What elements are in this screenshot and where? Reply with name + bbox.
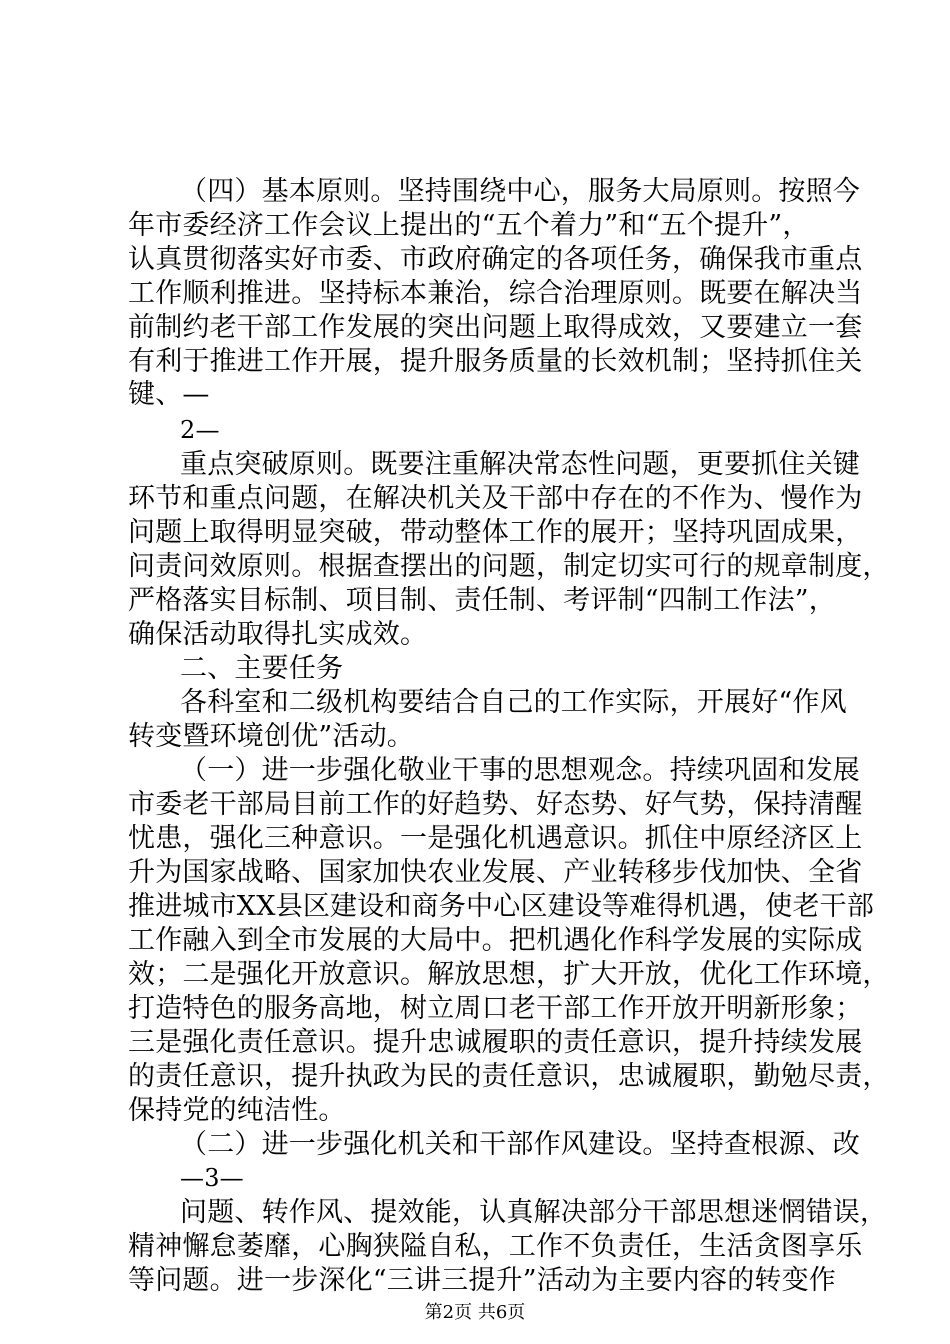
paragraph-line: 工作顺利推进。坚持标本兼治，综合治理原则。既要在解决当 xyxy=(128,278,863,309)
paragraph-line: 有利于推进工作开展，提升服务质量的长效机制；坚持抓住关 xyxy=(128,346,863,377)
paragraph-line: 保持党的纯洁性。 xyxy=(128,1095,346,1126)
paragraph-line: 等问题。进一步深化“三讲三提升”活动为主要内容的转变作 xyxy=(128,1265,837,1296)
paragraph-line: 问责问效原则。根据查摆出的问题，制定切实可行的规章制度， xyxy=(128,551,890,582)
paragraph-line: 打造特色的服务高地，树立周口老干部工作开放开明新形象； xyxy=(128,993,863,1024)
paragraph-line: 重点突破原则。既要注重解决常态性问题，更要抓住关键 xyxy=(180,449,860,480)
paragraph-line: 升为国家战略、国家加快农业发展、产业转移步伐加快、全省 xyxy=(128,857,863,888)
paragraph-line: 认真贯彻落实好市委、市政府确定的各项任务，确保我市重点 xyxy=(128,244,863,275)
paragraph-line: （二）进一步强化机关和干部作风建设。坚持查根源、改 xyxy=(180,1129,860,1160)
paragraph-line: 严格落实目标制、项目制、责任制、考评制“四制工作法”， xyxy=(128,585,837,616)
paragraph-line: （四）基本原则。坚持围绕中心，服务大局原则。按照今 xyxy=(180,176,860,207)
paragraph-line: 转变暨环境创优”活动。 xyxy=(128,721,415,752)
paragraph-line: 问题上取得明显突破，带动整体工作的展开；坚持巩固成果， xyxy=(128,517,863,548)
paragraph-line: 三是强化责任意识。提升忠诚履职的责任意识，提升持续发展 xyxy=(128,1027,863,1058)
page-number-marker: —3— xyxy=(180,1164,244,1192)
paragraph-line: 效；二是强化开放意识。解放思想，扩大开放，优化工作环境， xyxy=(128,959,890,990)
page-number-marker: 2— xyxy=(180,416,220,444)
paragraph-line: 推进城市XX县区建设和商务中心区建设等难得机遇，使老干部 xyxy=(128,891,875,922)
paragraph-line: 确保活动取得扎实成效。 xyxy=(128,619,428,650)
paragraph-line: 忧患，强化三种意识。一是强化机遇意识。抓住中原经济区上 xyxy=(128,823,863,854)
paragraph-line: 年市委经济工作会议上提出的“五个着力”和“五个提升”， xyxy=(128,210,810,241)
paragraph-line: 工作融入到全市发展的大局中。把机遇化作科学发展的实际成 xyxy=(128,925,863,956)
page-footer: 第2页 共6页 xyxy=(424,1302,526,1323)
paragraph-line: （一）进一步强化敬业干事的思想观念。持续巩固和发展 xyxy=(180,755,860,786)
section-heading: 二、主要任务 xyxy=(180,653,344,684)
paragraph-line: 前制约老干部工作发展的突出问题上取得成效，又要建立一套 xyxy=(128,312,863,343)
paragraph-line: 键、— xyxy=(128,379,210,410)
paragraph-line: 环节和重点问题，在解决机关及干部中存在的不作为、慢作为 xyxy=(128,483,863,514)
paragraph-line: 的责任意识，提升执政为民的责任意识，忠诚履职，勤勉尽责， xyxy=(128,1061,890,1092)
paragraph-line: 问题、转作风、提效能，认真解决部分干部思想迷惘错误， xyxy=(180,1197,888,1228)
paragraph-line: 各科室和二级机构要结合自己的工作实际，开展好“作风 xyxy=(180,687,847,718)
paragraph-line: 市委老干部局目前工作的好趋势、好态势、好气势，保持清醒 xyxy=(128,789,863,820)
paragraph-line: 精神懈怠萎靡，心胸狭隘自私，工作不负责任，生活贪图享乐 xyxy=(128,1231,863,1262)
